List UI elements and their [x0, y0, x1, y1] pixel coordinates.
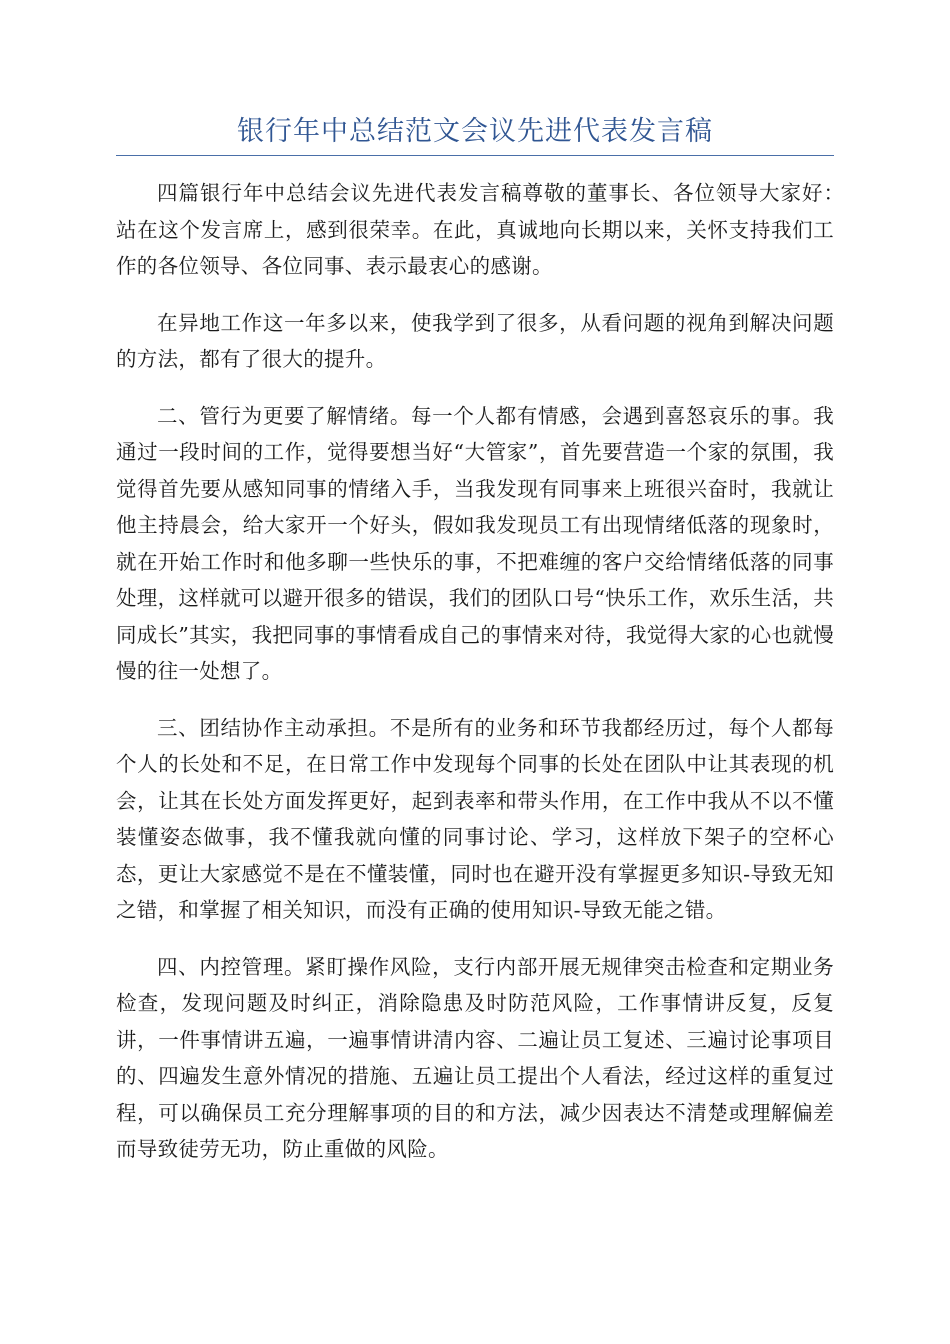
document-body [116, 175, 855, 1188]
paragraph-section-three: 三、团结协作主动承担。不是所有的业务和环节我都经历过，每个人都每个人的长处和不足，在日常工作中发现每个同事的长处在团队中让其表现的机会，让其在长处方面发挥更好，起到表率和带头作用，在工作中我从不以不懂装懂姿态做事，我不懂我就向懂的同事讨论、学习，这样放下架子的空杯心态，更让大家感觉不是在不懂装懂，同时也在避开没有掌握更多知识-导致无知之错，和掌握了相关知识，而没有正确的使用知识-导致无能之错。 [116, 715, 834, 922]
paragraph-opening: 四篇银行年中总结会议先进代表发言稿尊敬的董事长、各位领导大家好： 站在这个发言席上，感到很荣幸。在此，真诚地向长期以来，关怀支持我们工作的各位领导、各位同事、表示最衷心的感谢。 [116, 181, 855, 278]
document-title: 银行年中总结范文会议先进代表发言稿 [237, 116, 713, 147]
paragraph-section-two: 二、管行为更要了解情绪。每一个人都有情感，会遇到喜怒哀乐的事。我通过一段时间的工作，觉得要想当好“大管家”，首先要营造一个家的氛围，我觉得首先要从感知同事的情绪入手，当我发现有同事来上班很兴奋时，我就让他主持晨会，给大家开一个好头，假如我发现员工有出现情绪低落的现象时，就在开始工作时和他多聊一些快乐的事，不把难缠的客户交给情绪低落的同事处理，这样就可以避开很多的错误，我们的团队口号“快乐工作，欢乐生活，共同成长”其实，我把同事的事情看成自己的事情来对待，我觉得大家的心也就慢慢的往一处想了。 [116, 403, 834, 683]
paragraph-experience: 在异地工作这一年多以来，使我学到了很多，从看问题的视角到解决问题的方法，都有了很大的提升。 [116, 310, 834, 371]
title-underline [116, 155, 834, 156]
paragraph-section-four: 四、内控管理。紧盯操作风险，支行内部开展无规律突击检查和定期业务检查，发现问题及时纠正，消除隐患及时防范风险，工作事情讲反复，反复讲，一件事情讲五遍，一遍事情讲清内容、二遍让员工复述、三遍讨论事项目的、四遍发生意外情况的措施、五遍让员工提出个人看法，经过这样的重复过程，可以确保员工充分理解事项的目的和方法，减少因表达不清楚或理解偏差而导致徒劳无功，防止重做的风险。 [116, 954, 834, 1161]
